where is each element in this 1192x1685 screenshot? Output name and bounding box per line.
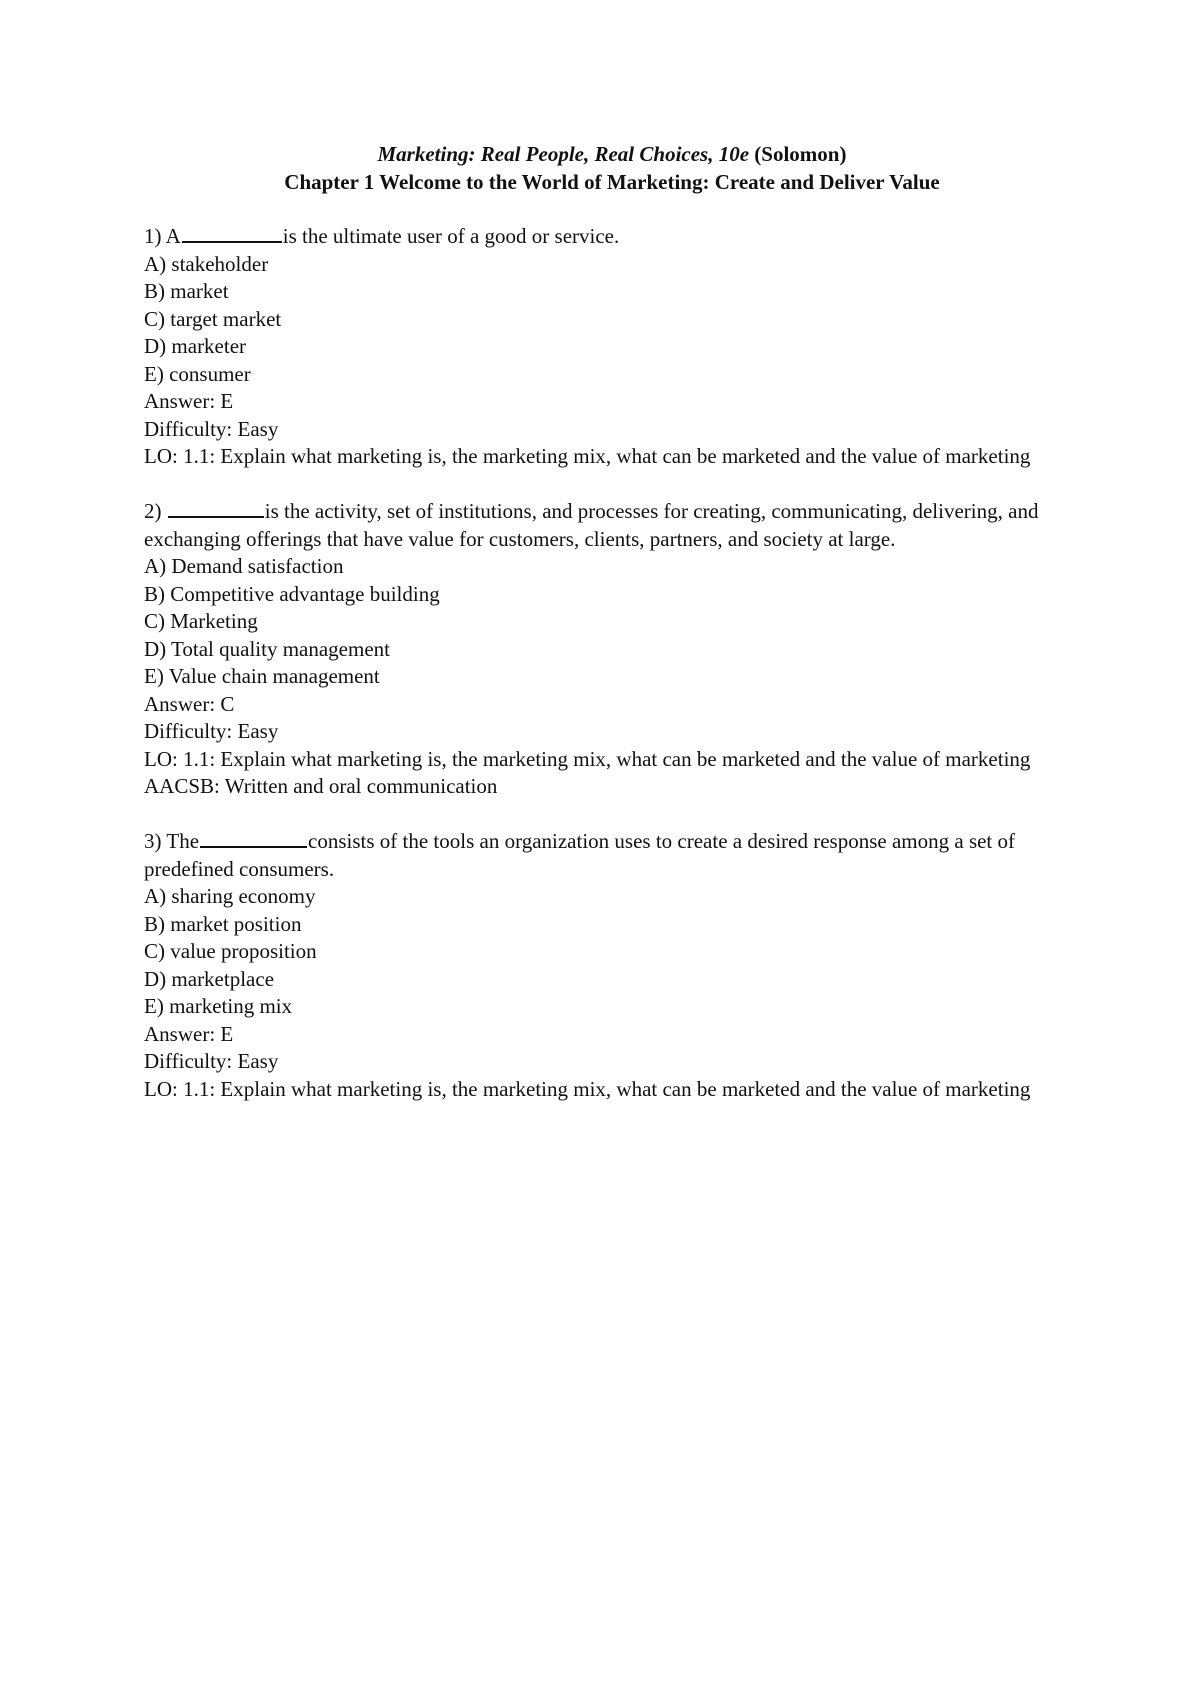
answer-blank <box>168 498 264 518</box>
answer: Answer: C <box>144 691 235 716</box>
chapter-title: Chapter 1 Welcome to the World of Marketing: Create and Deliver Value <box>284 170 940 194</box>
option-c: C) Marketing <box>144 609 258 633</box>
question-stem <box>144 828 1084 883</box>
option-c: C) target market <box>144 306 282 331</box>
aacsb: AACSB: Written and oral communication <box>144 774 498 798</box>
stem-before: 1) A <box>144 224 181 248</box>
option-a: A) stakeholder <box>144 251 269 276</box>
question-stem <box>144 498 1084 553</box>
stem-after: is the ultimate user of a good or service. <box>282 224 620 248</box>
question-stem <box>144 223 1084 251</box>
question-list <box>144 223 1084 1131</box>
difficulty: Difficulty: Easy <box>144 719 279 743</box>
stem-before: 2) <box>144 499 167 523</box>
option-e: E) marketing mix <box>144 994 293 1018</box>
answer-blank <box>182 223 282 243</box>
difficulty: Difficulty: Easy <box>144 416 279 441</box>
book-author: (Solomon) <box>754 142 847 166</box>
question-2 <box>144 498 1084 801</box>
answer: Answer: E <box>144 389 234 413</box>
option-c: C) value proposition <box>144 939 317 963</box>
book-title: Marketing: Real People, Real Choices, 10e <box>377 142 750 166</box>
option-d: D) Total quality management <box>144 636 390 661</box>
option-a: A) Demand satisfaction <box>144 554 344 578</box>
learning-objective: LO: 1.1: Explain what marketing is, the marketing mix, what can be marketed and the value of marketing <box>144 746 1031 771</box>
answer: Answer: E <box>144 1021 234 1046</box>
book-title-line <box>0 140 1192 168</box>
option-a: A) sharing economy <box>144 884 316 908</box>
option-e: E) consumer <box>144 361 251 386</box>
stem-after: consists of the tools an organization uses to create a desired response among a set of predefined consumers. <box>144 829 1016 881</box>
difficulty: Difficulty: Easy <box>144 1049 279 1073</box>
option-d: D) marketplace <box>144 966 275 991</box>
learning-objective: LO: 1.1: Explain what marketing is, the marketing mix, what can be marketed and the value of marketing <box>144 444 1031 468</box>
stem-after: is the activity, set of institutions, and processes for creating, communicating, delivering, and exchanging offerings that have value for customers, clients, partners, and society at large. <box>144 499 1039 551</box>
document-header <box>0 140 1192 196</box>
option-b: B) market position <box>144 911 302 936</box>
learning-objective: LO: 1.1: Explain what marketing is, the marketing mix, what can be marketed and the value of marketing <box>144 1076 1031 1101</box>
answer-blank <box>200 828 307 848</box>
option-d: D) marketer <box>144 334 247 358</box>
option-e: E) Value chain management <box>144 664 380 688</box>
option-b: B) Competitive advantage building <box>144 581 440 606</box>
question-3 <box>144 828 1084 1103</box>
question-1 <box>144 223 1084 471</box>
stem-before: 3) The <box>144 829 200 853</box>
option-b: B) market <box>144 279 229 303</box>
